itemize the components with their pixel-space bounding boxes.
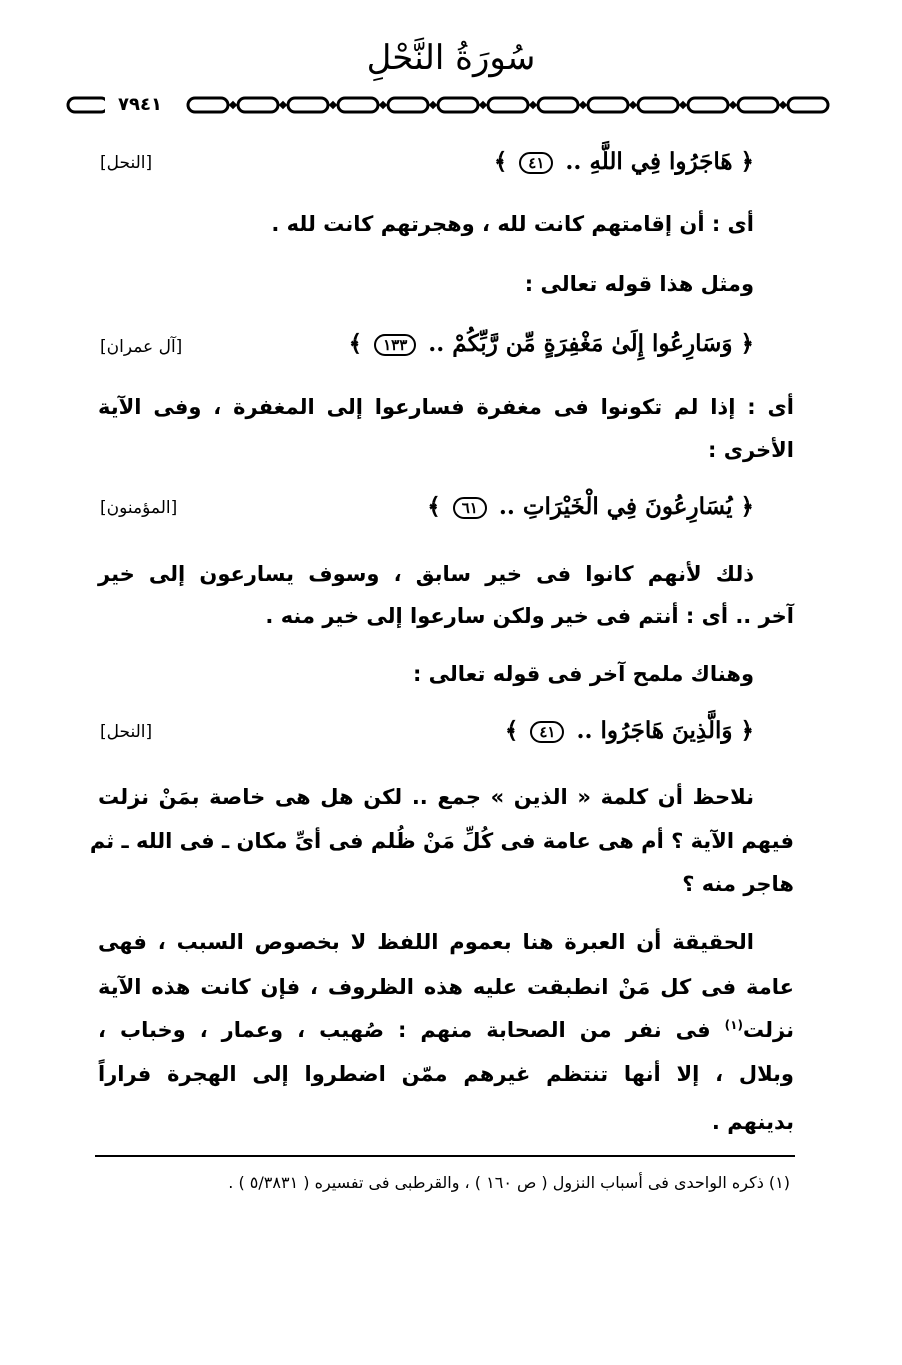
quran-verse [494,148,754,175]
footnote-separator [95,1155,795,1157]
footnote: (١) ذكره الواحدى فى أسباب النزول ( ص ١٦٠ ) ، والقرطبى فى تفسيره ( ٥/٣٨٣١ ) . [228,1173,790,1192]
paragraph-line: هاجر منه ؟ [682,872,794,896]
footnote-marker: (١) [724,1018,743,1032]
verse-number: ٦١ [453,497,487,519]
paragraph-line: نلاحظ أن كلمة « الذين » جمع .. لكن هل هى خاصة بمَنْ نزلت [98,785,754,809]
page-number: ٧٩٤١ [105,92,175,118]
paragraph-line: آخر .. أى : أنتم فى خير ولكن سارعوا إلى خير منه . [265,604,794,628]
verse-text: ﴿ هَاجَرُوا فِي اللَّهِ .. [557,148,754,175]
verse-close: ﴾ [427,493,449,520]
paragraph-line [98,1018,794,1042]
verse-close: ﴾ [348,330,371,357]
paragraph-line: أى : أن إقامتهم كانت لله ، وهجرتهم كانت لله . [271,212,754,236]
verse-text: ﴿ يُسَارِعُونَ فِي الْخَيْرَاتِ .. [490,493,754,520]
verse-text: ﴿ وَالَّذِينَ هَاجَرُوا .. [568,717,754,744]
decorative-border [65,92,830,118]
quran-verse [349,330,754,357]
verse-number: ١٣٣ [374,334,416,356]
surah-title: سُورَةُ النَّحْلِ [366,38,536,78]
paragraph-text: نزلت [742,1018,794,1042]
paragraph-line: فيهم الآية ؟ أم هى عامة فى كُلِّ مَنْ ظُلم فى أىِّ مكان ـ فى الله ـ ثم [89,829,794,853]
verse-number: ٤١ [530,721,564,743]
paragraph-line: الأخرى : [708,438,794,462]
verse-text: ﴿ وَسَارِعُوا إِلَىٰ مَغْفِرَةٍ مِّن رَّبِّكُمْ .. [420,330,754,357]
paragraph-line: أى : إذا لم تكونوا فى مغفرة فسارعوا إلى المغفرة ، وفى الآية [98,395,794,419]
paragraph-line: ومثل هذا قوله تعالى : [524,272,754,296]
paragraph-line: بدينهم . [711,1110,794,1134]
surah-reference: [المؤمنون] [100,498,178,518]
paragraph-line: عامة فى كل مَنْ انطبقت عليه هذه الظروف ، فإن كانت هذه الآية [98,975,794,999]
surah-reference: [النحل] [100,722,153,742]
paragraph-line: الحقيقة أن العبرة هنا بعموم اللفظ لا بخصوص السبب ، فهى [98,930,754,954]
quran-verse [427,493,754,520]
paragraph-line: وهناك ملمح آخر فى قوله تعالى : [412,662,754,686]
verse-number: ٤١ [519,152,553,174]
quran-verse [505,717,754,744]
paragraph-text: فى نفر من الصحابة منهم : صُهيب ، وعمار ، وخباب ، [98,1018,725,1042]
surah-reference: [آل عمران] [100,337,183,357]
surah-reference: [النحل] [100,153,153,173]
paragraph-line: وبلال ، إلا أنها تنتظم غيرهم ممّن اضطروا إلى الهجرة فراراً [98,1062,794,1086]
verse-close: ﴾ [493,148,516,175]
verse-close: ﴾ [504,717,527,744]
paragraph-line: ذلك لأنهم كانوا فى خير سابق ، وسوف يسارعون إلى خير [98,562,754,586]
